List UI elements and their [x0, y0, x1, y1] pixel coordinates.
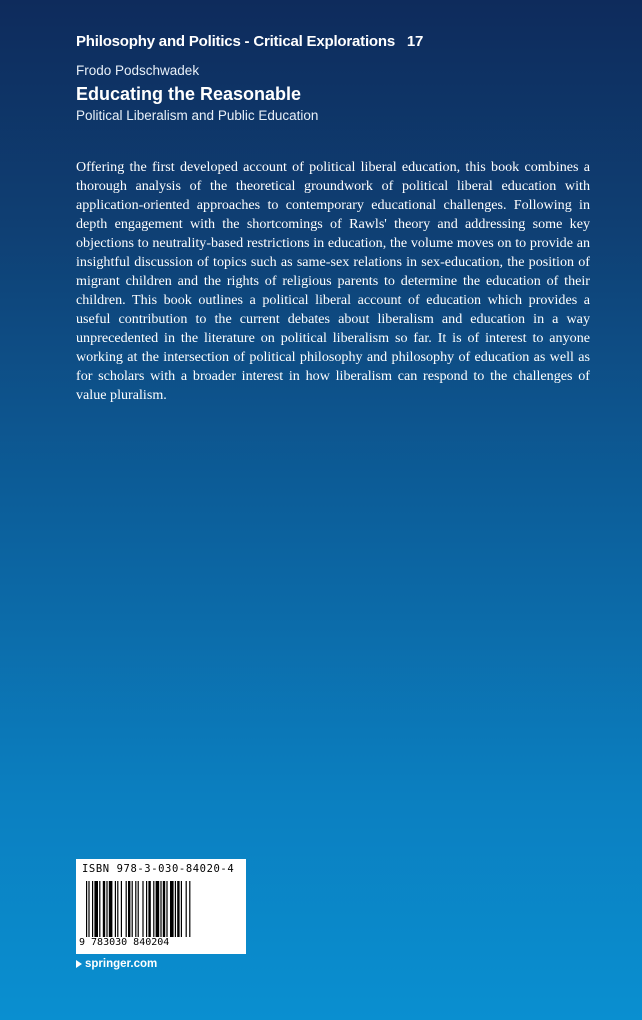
book-title: Educating the Reasonable: [76, 84, 302, 104]
book-subtitle: Political Liberalism and Public Education: [76, 108, 319, 123]
author-name: Frodo Podschwadek: [76, 63, 200, 78]
barcode-bars: [86, 881, 236, 937]
isbn-label: ISBN 978-3-030-84020-4: [82, 863, 235, 875]
arrow-right-icon: [76, 960, 82, 968]
isbn-barcode: [76, 859, 246, 954]
series-volume: 17: [406, 33, 424, 50]
barcode-digits: 9 783030 840204: [79, 937, 170, 948]
book-description: Offering the first developed account of political liberal education, this book combines a thorough analysis of the theoretical groundwork of political liberal education with application-oriented approaches to contemporary educational challenges. Following in depth engagement with the shortcomings of Rawls' theory and addressing some key objections to neutrality-based restrictions in education, the volume moves on to provide an insightful discussion of topics such as same-sex relations in sex-education, the position of migrant children and the rights of religious parents to determine the education of their children. This book outlines a political liberal account of education which provides a useful contribution to the current debates about liberalism and education in a way unprecedented in the literature on political liberalism so far. It is of interest to anyone working at the intersection of political philosophy and philosophy of education as well as for scholars with a broader interest in how liberalism can respond to the challenges of value pluralism.: [76, 159, 590, 403]
series-title: Philosophy and Politics - Critical Explorations: [76, 33, 395, 50]
publisher-url: springer.com: [85, 958, 158, 970]
series-line: [76, 33, 423, 50]
publisher-link[interactable]: [76, 958, 157, 970]
